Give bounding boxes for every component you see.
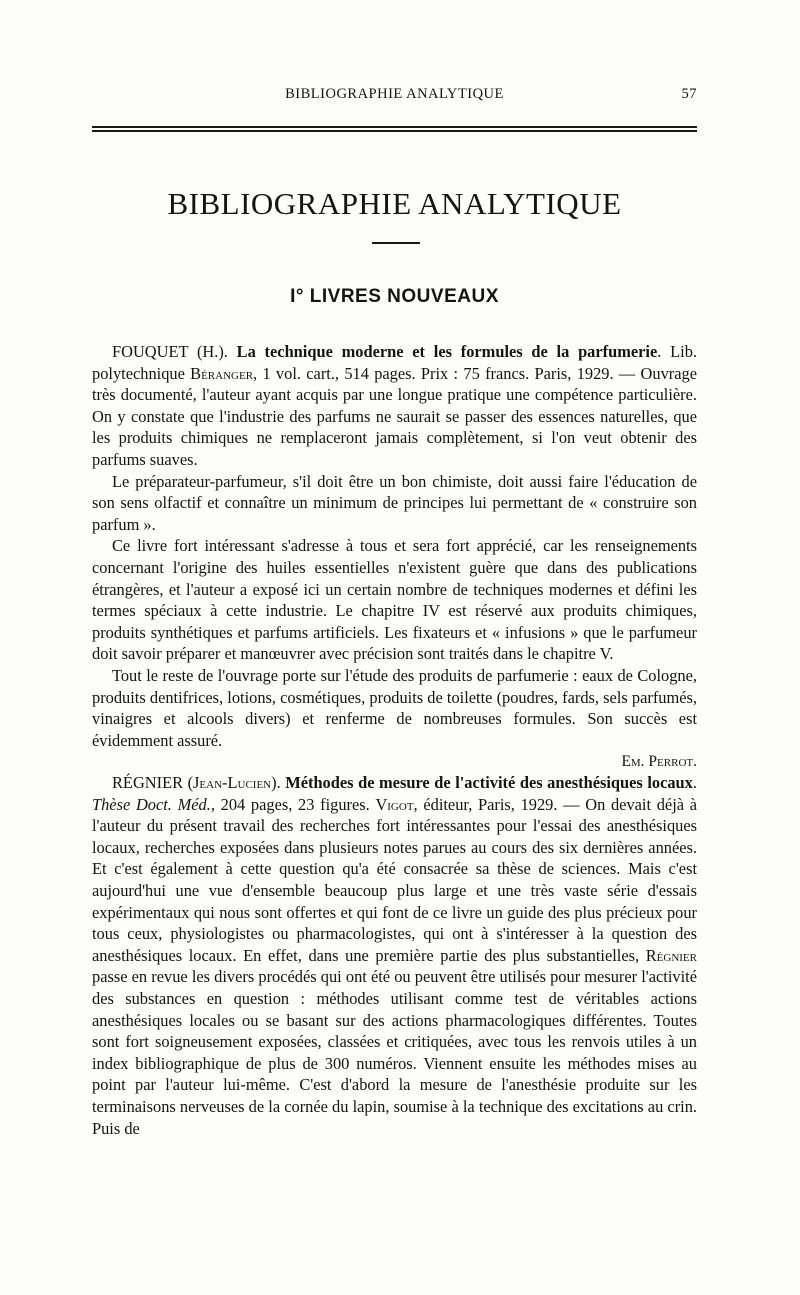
review-paragraph: Ce livre fort intéressant s'adresse à tous et sera fort apprécié, car les renseignements concernant l'origine des huiles essentielles n'existent guère que dans des publications étrangères, et l'auteur a exposé ici un certain nombre de techniques modernes et défini les termes spéciaux à cette industrie. Le chapitre IV est réservé aux produits chimiques, produits synthétiques et parfums artificiels. Les fixateurs et « infusions » que le parfumeur doit savoir préparer et manœuvrer avec précision sont traités dans le chapitre V. <box>92 536 697 664</box>
review-body: , éditeur, Paris, 1929. — On devait déjà à l'auteur du présent travail des recherches fort intéressantes pour l'essai des anesthésiques locaux, recherches exposées dans plusieurs notes parues au cours des six dernières années. Et c'est également à cette question qu'a été consacrée sa thèse de sciences. Mais c'est aujourd'hui une vue d'ensemble beaucoup plus large et une très vaste série d'essais expérimentaux qui nous sont offertes et qui font de ce livre un guide des plus précieux pour tous ceux, physiologistes ou pharmacologistes, qui ont à s'intéresser à la question des anesthésiques locaux. En effet, dans une première partie des plus substantielles, <box>92 794 697 965</box>
review-author: FOUQUET (H.). <box>112 342 228 361</box>
review-signature: Em. Perrot. <box>621 753 697 771</box>
publisher-name: Vigot <box>375 794 414 814</box>
title-divider <box>372 242 420 244</box>
author-reference: Régnier <box>645 945 697 965</box>
header-double-rule <box>92 126 697 132</box>
review-paragraph: Tout le reste de l'ouvrage porte sur l'étude des produits de parfumerie : eaux de Cologne, produits dentifrices, lotions, cosmétiques, produits de toilette (poudres, fards, sels parfumés, vinaigres et alcools divers) et renferme de nombreuses formules. Son succès est évidemment assuré. <box>92 665 697 750</box>
thesis-label: Thèse Doct. Méd. <box>92 794 211 814</box>
book-title: La technique moderne et les formules de la parfumerie <box>236 342 658 361</box>
review-body: , 1 vol. cart., 514 pages. Prix : 75 francs. Paris, 1929. — Ouvrage très documenté, l'auteur ayant acquis par une longue pratique une compétence particulière. On y constate que l'industrie des parfums ne saurait se passer des essences naturelles, que les produits chimiques ne remplaceront jamais complètement, si l'on veut obtenir des parfums suaves. <box>92 363 697 469</box>
review-entry <box>92 341 697 471</box>
review-regnier <box>92 772 697 1139</box>
review-paragraph: Le préparateur-parfumeur, s'il doit être un bon chimiste, doit aussi faire l'éducation de son sens olfactif et connaître un minimum de principes lui permettant de « construire son parfum ». <box>92 471 697 534</box>
page-title: BIBLIOGRAPHIE ANALYTIQUE <box>167 186 622 221</box>
running-title: BIBLIOGRAPHIE ANALYTIQUE <box>285 86 504 102</box>
book-title: Méthodes de mesure de l'activité des anesthésiques locaux <box>285 773 693 792</box>
publisher-name: Béranger <box>190 363 254 383</box>
review-entry: RÉGNIER (Jean-Lucien). Méthodes de mesure de l'activité des anesthésiques locaux. Thèse Doct. Méd., 204 pages, 23 figures. Vigot, éditeur, Paris, 1929. — On devait déjà à l'auteur du présent travail des recherches fort intéressantes pour l'essai des anesthésiques locaux, recherches exposées dans plusieurs notes parues au cours des six dernières années. Et c'est également à cette question qu'a été consacrée sa thèse de sciences. Mais c'est aujourd'hui une vue d'ensemble beaucoup plus large et une très vaste série d'essais expérimentaux qui nous sont offertes et qui font de ce livre un guide des plus précieux pour tous ceux, physiologistes ou pharmacologistes, qui ont à s'intéresser à la question des anesthésiques locaux. En effet, dans une première partie des plus substantielles, Régnier passe en revue les divers procédés qui ont été ou peuvent être utilisés pour mesurer l'activité des substances en question : méthodes utilisant comme test de véritables actions anesthésiques locales ou se basant sur des actions pharmacologiques différentes. Toutes sont fort soigneusement exposées, classées et critiquées, avec tous les renvois utiles à un index bibliographique de plus de 300 numéros. Viennent ensuite les méthodes mises au point par l'auteur lui-même. C'est d'abord la mesure de l'anesthésie produite sur les terminaisons nerveuses de la cornée du lapin, soumise à la technique des excitations au crin. Puis de <box>92 773 697 1138</box>
review-author-first: (Jean-Lucien). <box>187 773 281 792</box>
publication-info: , 204 pages, 23 figures. <box>210 794 376 814</box>
review-body-continued: passe en revue les divers procédés qui ont été ou peuvent être utilisés pour mesurer l'activité des substances en question : méthodes utilisant comme test de véritables actions anesthésiques locales ou se basant sur des actions pharmacologiques différentes. Toutes sont fort soigneusement exposées, classées et critiquées, avec tous les renvois utiles à un index bibliographique de plus de 300 numéros. Viennent ensuite les méthodes mises au point par l'auteur lui-même. C'est d'abord la mesure de l'anesthésie produite sur les terminaisons nerveuses de la cornée du lapin, soumise à la technique des excitations au crin. Puis de <box>92 967 697 1138</box>
section-heading: I° LIVRES NOUVEAUX <box>290 286 499 307</box>
review-fouquet <box>92 341 697 773</box>
review-author: RÉGNIER <box>112 773 184 792</box>
page-number: 57 <box>681 86 697 102</box>
publication-info: . Lib. polytechnique <box>92 342 697 383</box>
running-header <box>92 86 697 108</box>
